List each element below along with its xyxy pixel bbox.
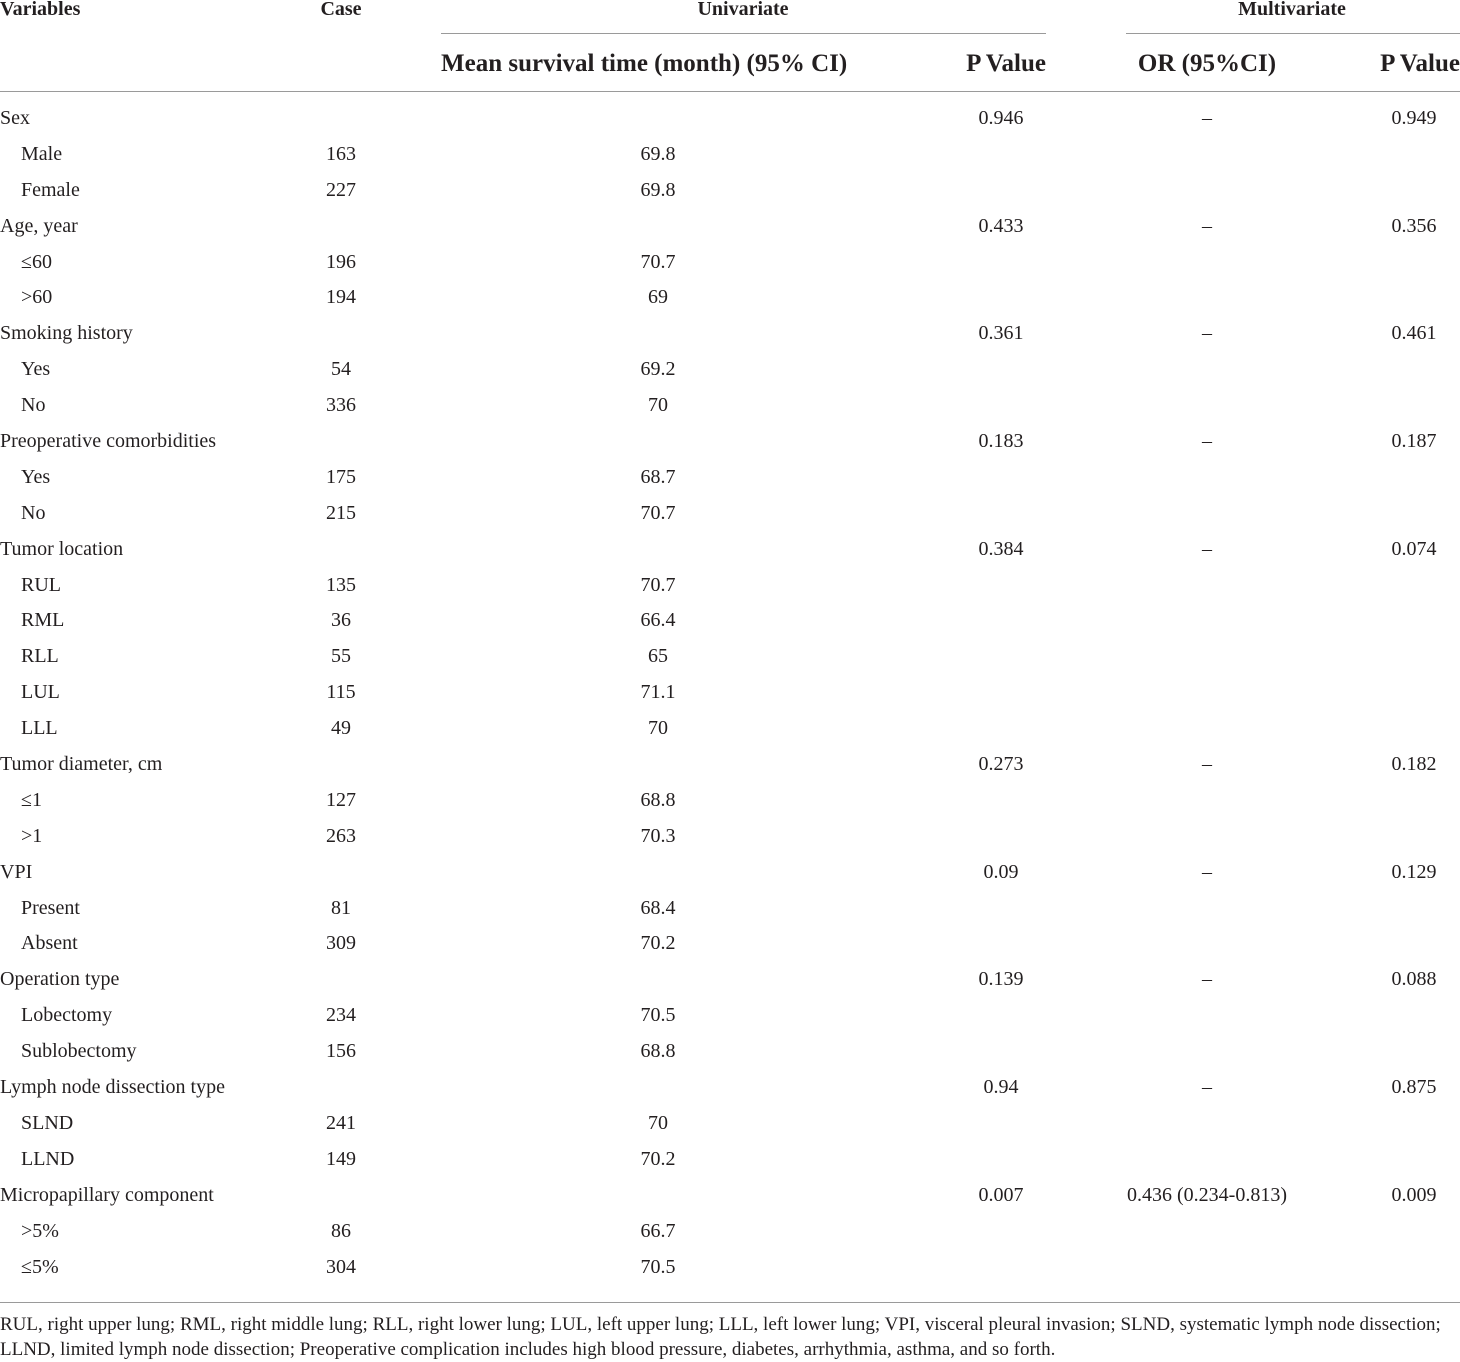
cell-case: 149: [326, 1147, 356, 1170]
table-row: [0, 102, 1460, 138]
table-row: [0, 353, 1460, 389]
cell-case: 215: [326, 501, 356, 524]
cell-variable: Tumor diameter, cm: [0, 753, 163, 776]
cell-variable: No: [21, 501, 46, 524]
cell-variable: ≤5%: [21, 1255, 59, 1278]
cell-variable: Micropapillary component: [0, 1183, 214, 1206]
cell-mean-survival: 71.1: [640, 681, 676, 704]
cell-p-value-univariate: 0.139: [978, 968, 1024, 991]
cell-variable: VPI: [0, 860, 33, 883]
cell-variable: ≤60: [21, 250, 52, 273]
cell-or-ci: –: [1202, 214, 1212, 237]
cell-case: 135: [326, 573, 356, 596]
cell-p-value-multivariate: 0.356: [1391, 214, 1437, 237]
cell-mean-survival: 70.2: [640, 1147, 676, 1170]
cell-case: 36: [331, 609, 351, 632]
cell-or-ci: 0.436 (0.234-0.813): [1127, 1183, 1287, 1206]
cell-variable: RLL: [21, 645, 59, 668]
table-row: [0, 927, 1460, 963]
cell-mean-survival: 70.7: [640, 501, 676, 524]
cell-or-ci: –: [1202, 753, 1212, 776]
cell-p-value-univariate: 0.273: [978, 753, 1024, 776]
cell-case: 127: [326, 788, 356, 811]
table-row: [0, 1251, 1460, 1287]
cell-p-value-multivariate: 0.461: [1391, 322, 1437, 345]
table-footnote: RUL, right upper lung; RML, right middle lung; RLL, right lower lung; LUL, left upper lung; LLL, left lower lung; VPI, visceral pleural invasion; SLND, systematic lymph node dissection; LLND, limited lymph node dissection; Preoperative complication includes high blood pressure, diabetes, arrhythmia, asthma, and so forth.: [0, 1314, 1441, 1360]
cell-case: 175: [326, 465, 356, 488]
cell-mean-survival: 68.8: [640, 788, 676, 811]
table-row: [0, 389, 1460, 425]
cell-variable: >5%: [21, 1219, 59, 1242]
cell-mean-survival: 70.7: [640, 573, 676, 596]
cell-p-value-multivariate: 0.875: [1391, 1076, 1437, 1099]
table-row: [0, 676, 1460, 712]
cell-variable: LLL: [21, 717, 58, 740]
cell-mean-survival: 70: [648, 1111, 668, 1134]
header-p-value-multivariate: P Value: [1380, 50, 1460, 77]
cell-p-value-multivariate: 0.949: [1391, 107, 1437, 129]
table-row: [0, 892, 1460, 928]
cell-variable: Tumor location: [0, 537, 124, 560]
cell-variable: Yes: [21, 358, 51, 381]
table-row: [0, 712, 1460, 748]
cell-or-ci: –: [1202, 430, 1212, 453]
table-row: [0, 963, 1460, 999]
cell-p-value-multivariate: 0.129: [1391, 860, 1437, 883]
cell-variable: Age, year: [0, 214, 78, 237]
cell-mean-survival: 70.5: [640, 1004, 676, 1027]
cell-or-ci: –: [1202, 860, 1212, 883]
table-row: [0, 748, 1460, 784]
table-row: [0, 640, 1460, 676]
cell-mean-survival: 69.8: [640, 178, 676, 201]
cell-case: 81: [331, 896, 351, 919]
cell-or-ci: –: [1202, 537, 1212, 560]
cell-mean-survival: 70: [648, 394, 668, 417]
header-p-value-univariate: P Value: [966, 50, 1046, 77]
cell-case: 263: [326, 824, 356, 847]
cell-variable: RUL: [21, 573, 61, 596]
cell-case: 304: [326, 1255, 356, 1278]
cell-case: 336: [326, 394, 356, 417]
header-univariate: Univariate: [697, 0, 789, 20]
cell-case: 241: [326, 1111, 356, 1134]
cell-p-value-univariate: 0.007: [978, 1183, 1024, 1206]
multivariate-group-rule: [1126, 33, 1460, 34]
cell-p-value-univariate: 0.433: [978, 214, 1024, 237]
cell-case: 49: [331, 717, 351, 740]
header-rule: [0, 91, 1460, 92]
cell-p-value-univariate: 0.361: [978, 322, 1024, 345]
cell-mean-survival: 69: [648, 286, 668, 309]
cell-mean-survival: 70: [648, 717, 668, 740]
cell-variable: ≤1: [21, 788, 42, 811]
cell-mean-survival: 68.4: [640, 896, 676, 919]
table-row: [0, 138, 1460, 174]
cell-variable: Lymph node dissection type: [0, 1076, 225, 1099]
cell-case: 54: [331, 358, 351, 381]
table-row: [0, 425, 1460, 461]
cell-variable: Absent: [21, 932, 78, 955]
cell-variable: No: [21, 394, 46, 417]
cell-variable: LLND: [21, 1147, 75, 1170]
cell-p-value-univariate: 0.94: [983, 1076, 1019, 1099]
cell-case: 227: [326, 178, 356, 201]
table-row: [0, 497, 1460, 533]
cell-case: 86: [331, 1219, 351, 1242]
cell-mean-survival: 68.8: [640, 1040, 676, 1063]
cell-case: 55: [331, 645, 351, 668]
cell-mean-survival: 69.8: [640, 142, 676, 165]
table-row: [0, 784, 1460, 820]
cell-case: 196: [326, 250, 356, 273]
cell-case: 194: [326, 286, 356, 309]
table-row: [0, 856, 1460, 892]
cell-p-value-multivariate: 0.009: [1391, 1183, 1437, 1206]
table-row: [0, 1179, 1460, 1215]
cell-p-value-univariate: 0.183: [978, 430, 1024, 453]
cell-variable: RML: [21, 609, 65, 632]
table-body: [0, 102, 1460, 1286]
cell-mean-survival: 70.2: [640, 932, 676, 955]
cell-or-ci: –: [1202, 322, 1212, 345]
cell-variable: >60: [21, 286, 53, 309]
header-variables: Variables: [0, 0, 81, 20]
table-row: [0, 1071, 1460, 1107]
table-bottom-rule: [0, 1302, 1460, 1303]
cell-variable: LUL: [21, 681, 60, 704]
cell-variable: Male: [21, 142, 63, 165]
cell-variable: Female: [21, 178, 80, 201]
cell-mean-survival: 65: [648, 645, 668, 668]
cell-variable: Sublobectomy: [21, 1040, 137, 1063]
cell-variable: Lobectomy: [21, 1004, 113, 1027]
cell-case: 309: [326, 932, 356, 955]
cell-p-value-multivariate: 0.088: [1391, 968, 1437, 991]
cell-mean-survival: 69.2: [640, 358, 676, 381]
cell-case: 156: [326, 1040, 356, 1063]
table-row: [0, 281, 1460, 317]
cell-variable: Yes: [21, 465, 51, 488]
univariate-group-rule: [441, 33, 1046, 34]
table-row: [0, 999, 1460, 1035]
header-mean-survival: Mean survival time (month) (95% CI): [441, 50, 848, 77]
cell-case: 115: [326, 681, 356, 704]
table-row: [0, 461, 1460, 497]
cell-case: 163: [326, 142, 356, 165]
cell-variable: >1: [21, 824, 43, 847]
table-row: [0, 1035, 1460, 1071]
table-row: [0, 604, 1460, 640]
header-case: Case: [320, 0, 362, 20]
cell-mean-survival: 70.5: [640, 1255, 676, 1278]
cell-variable: Operation type: [0, 968, 120, 991]
header-multivariate: Multivariate: [1238, 0, 1346, 20]
table-row: [0, 174, 1460, 210]
cell-case: 234: [326, 1004, 356, 1027]
cell-p-value-univariate: 0.384: [978, 537, 1024, 560]
table-row: [0, 210, 1460, 246]
cell-or-ci: –: [1202, 968, 1212, 991]
table-row: [0, 246, 1460, 282]
cell-mean-survival: 70.7: [640, 250, 676, 273]
cell-variable: Present: [21, 896, 80, 919]
table-row: [0, 1143, 1460, 1179]
cell-p-value-multivariate: 0.074: [1391, 537, 1437, 560]
table-row: [0, 820, 1460, 856]
cell-p-value-univariate: 0.09: [983, 860, 1019, 883]
cell-variable: SLND: [21, 1111, 74, 1134]
cell-p-value-multivariate: 0.187: [1391, 430, 1437, 453]
table-row: [0, 569, 1460, 605]
table-row: [0, 533, 1460, 569]
cell-or-ci: –: [1202, 1076, 1212, 1099]
cell-mean-survival: 66.4: [640, 609, 676, 632]
table-row: [0, 1215, 1460, 1251]
cell-p-value-multivariate: 0.182: [1391, 753, 1437, 776]
cell-mean-survival: 70.3: [640, 824, 676, 847]
cell-mean-survival: 66.7: [640, 1219, 676, 1242]
cell-or-ci: –: [1202, 107, 1212, 129]
table-row: [0, 317, 1460, 353]
cell-mean-survival: 68.7: [640, 465, 676, 488]
cell-variable: Sex: [0, 107, 30, 129]
header-or-ci: OR (95%CI): [1137, 50, 1277, 77]
table-row: [0, 1107, 1460, 1143]
cell-variable: Smoking history: [0, 322, 133, 345]
cell-variable: Preoperative comorbidities: [0, 430, 217, 453]
cell-p-value-univariate: 0.946: [978, 107, 1024, 129]
